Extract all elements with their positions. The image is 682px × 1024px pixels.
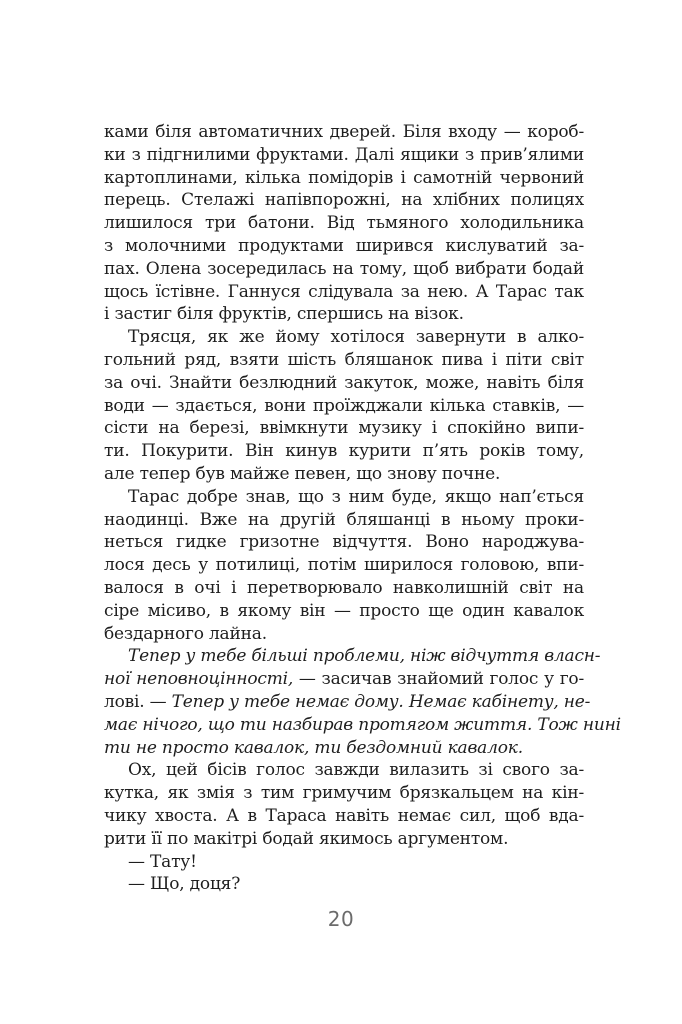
- text-line: ти. Покурити. Він кинув курити п’ять років тому,: [104, 441, 584, 462]
- dialogue-line: — Що, доця?: [128, 874, 241, 895]
- text-line: Тарас добре знав, що з ним буде, якщо нап’ється: [128, 486, 584, 507]
- italic-text: Тепер у тебе немає дому. Немає кабінету, не-: [171, 691, 591, 712]
- text-line: валося в очі і перетворювало навколишній світ на: [104, 577, 584, 598]
- text-line: ки з підгнилими фруктами. Далі ящики з прив’ялими: [104, 144, 584, 165]
- italic-text: ти не просто кавалок, ти бездомний кавалок.: [104, 737, 523, 758]
- text-line: [104, 645, 601, 668]
- italic-text: ної неповноцінності,: [104, 669, 294, 690]
- text-line: лишилося три батони. Від тьмяного холодильника: [104, 213, 584, 234]
- page-number: 20: [327, 907, 355, 931]
- text-line: сіре місиво, в якому він — просто ще один кавалок: [104, 600, 584, 621]
- text-line: щось їстівне. Ганнуся слідувала за нею. А Тарас так: [104, 281, 584, 302]
- dialogue-line: — Тату!: [128, 851, 197, 872]
- text-line: наодинці. Вже на другій бляшанці в ньому проки-: [104, 509, 584, 530]
- text-line: кутка, як змія з тим гримучим брязкальцем на кін-: [104, 783, 584, 804]
- text-line: з молочними продуктами ширився кислуватий за-: [104, 235, 584, 256]
- text-line: пах. Олена зосередилась на тому, щоб вибрати бодай: [104, 258, 584, 279]
- text-line: рити її по макітрі бодай якимось аргументом.: [104, 828, 509, 849]
- text-line: Трясця, як же йому хотілося завернути в алко-: [128, 327, 584, 348]
- text-line: бездарного лайна.: [104, 623, 267, 644]
- text-line: лося десь у потилиці, потім ширилося головою, впи-: [104, 555, 584, 576]
- text-line: [104, 737, 584, 760]
- text-line: Ох, цей бісів голос завжди вилазить зі свого за-: [128, 760, 584, 781]
- text-line: [104, 691, 591, 714]
- text-line: чику хвоста. А в Тараса навіть немає сил, щоб вда-: [104, 805, 584, 826]
- text-line: сісти на березі, ввімкнути музику і спокійно випи-: [104, 418, 584, 439]
- regular-text: лові. —: [104, 691, 172, 712]
- text-line: ками біля автоматичних дверей. Біля входу — короб-: [104, 122, 584, 142]
- text-line: гольний ряд, взяти шість бляшанок пива і піти світ: [104, 349, 584, 370]
- text-line: [104, 668, 584, 691]
- page-body: [104, 121, 621, 896]
- text-line: картоплинами, кілька помідорів і самотній червоний: [104, 167, 584, 188]
- text-line: [104, 714, 621, 737]
- italic-text: Тепер у тебе більші проблеми, ніж відчуття власн-: [128, 646, 601, 667]
- text-line: але тепер був майже певен, що знову почне.: [104, 463, 501, 484]
- text-line: за очі. Знайти безлюдний закуток, може, навіть біля: [104, 372, 584, 393]
- italic-text: має нічого, що ти назбирав протягом життя. Тож нині: [104, 714, 621, 735]
- text-line: неться гидке гризотне відчуття. Воно народжува-: [104, 532, 584, 553]
- regular-text: — засичав знайомий голос у го-: [293, 669, 584, 690]
- text-line: перець. Стелажі напівпорожні, на хлібних полицях: [104, 190, 584, 211]
- text-line: і застиг біля фруктів, спершись на візок.: [104, 304, 464, 325]
- text-line: води — здається, вони проїжджали кілька ставків, —: [104, 395, 584, 416]
